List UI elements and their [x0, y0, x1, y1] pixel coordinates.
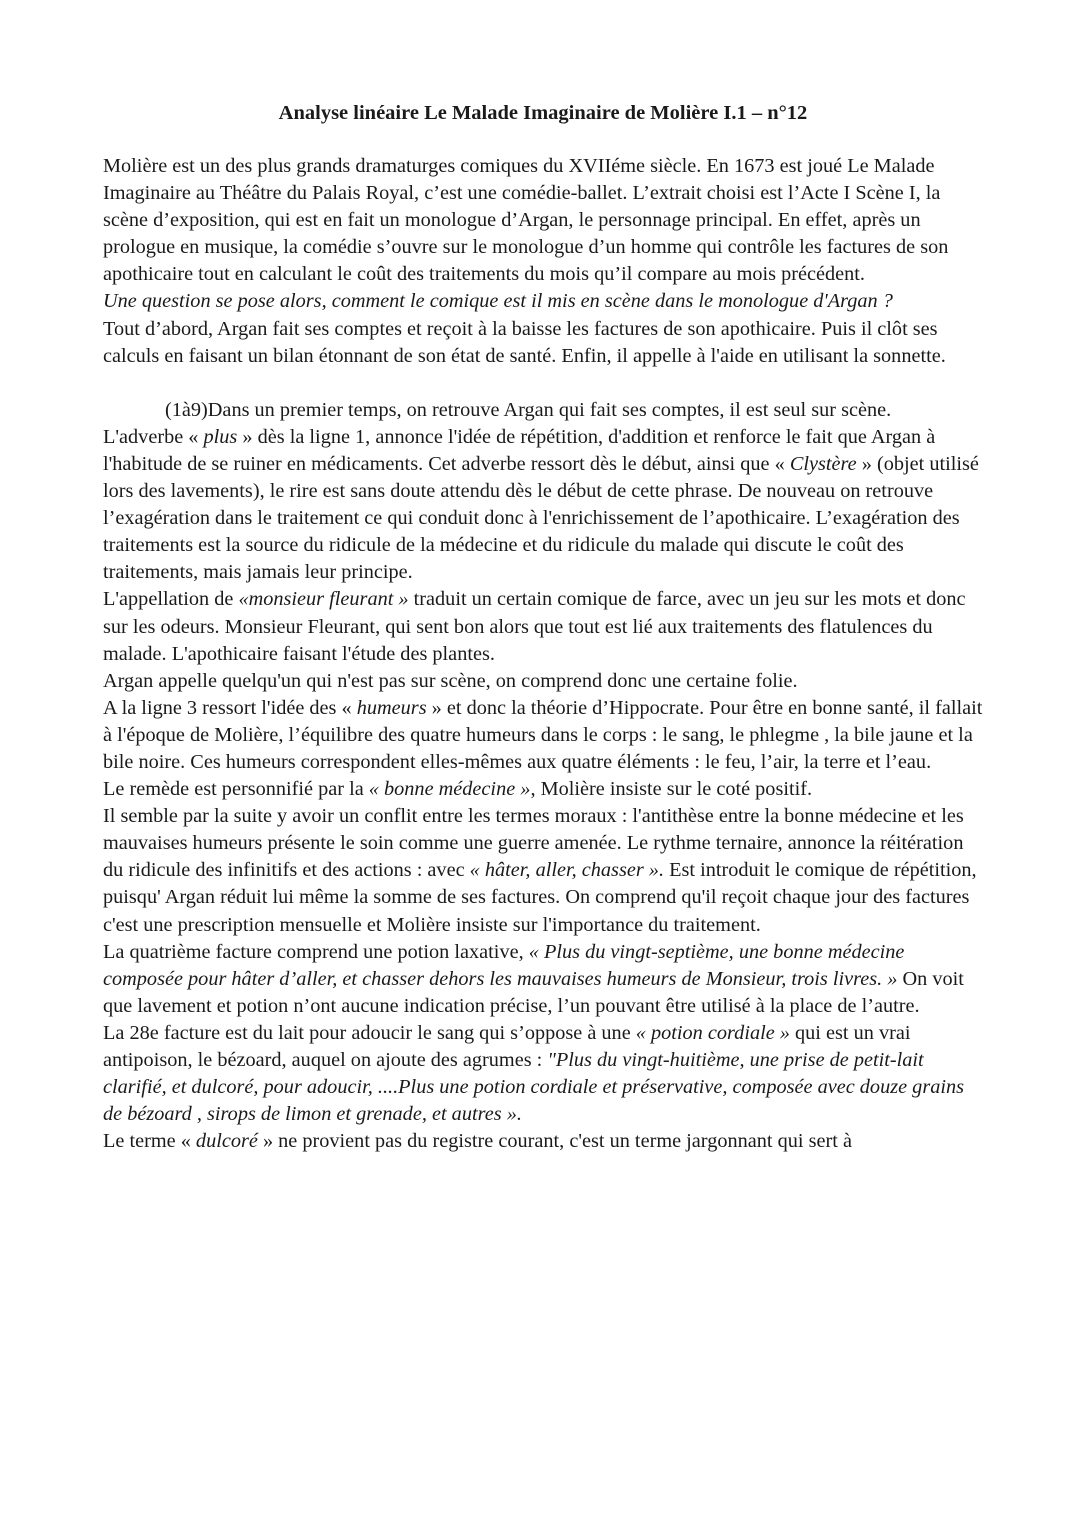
text-run: » dès la ligne 1, annonce l'idée de répétition, d'addition et renforce le fait que Argan à l'habitude de se ruiner en médicaments. Cet adverbe ressort dès le début, ainsi que «	[103, 425, 936, 475]
analysis-section	[103, 397, 983, 1156]
analysis-paragraph-dulcore	[103, 1128, 983, 1155]
text-run: » ne provient pas du registre courant, c'est un terme jargonnant qui sert à	[257, 1130, 852, 1153]
analysis-paragraph-28e-facture	[103, 1020, 983, 1128]
analysis-paragraph-fleurant	[103, 586, 983, 667]
intro-plan: Tout d’abord, Argan fait ses comptes et reçoit à la baisse les factures de son apothicaire. Puis il clôt ses calculs en faisant un bilan étonnant de son état de santé. Enfin, il appelle à l'aide en utilisant la sonnette.	[103, 317, 946, 367]
analysis-paragraph-folie: Argan appelle quelqu'un qui n'est pas sur scène, on comprend donc une certaine folie.	[103, 669, 798, 692]
introduction-section	[103, 153, 983, 370]
text-run: On voit que lavement et potion n’ont aucune indication précise, l’un pouvant être utilisé à la place de l’autre.	[103, 967, 964, 1017]
intro-paragraph-context: Molière est un des plus grands dramaturges comiques du XVIIéme siècle. En 1673 est joué Le Malade Imaginaire au Théâtre du Palais Royal, c’est une comédie-ballet. L’extrait choisi est l’Acte I Scène I, la scène d’exposition, qui est en fait un monologue d’Argan, le personnage principal. En effet, après un prologue en musique, la comédie s’ouvre sur le monologue d’un homme qui contrôle les factures de son apothicaire tout en calculant le coût des traitements du mois qu’il compare au mois précédent.	[103, 155, 949, 286]
document-page	[103, 100, 983, 1155]
analysis-paragraph-remede	[103, 776, 983, 803]
text-run: L'appellation de	[103, 588, 239, 611]
quote-run: « potion cordiale »	[635, 1021, 790, 1044]
quote-run: "Plus du vingt-huitième, une prise de petit-lait clarifié, et dulcoré, pour adoucir, ....Plus une potion cordiale et préservative, composée avec douze grains de bézoard , sirops de limon et grenade, et autres ».	[103, 1049, 965, 1126]
quote-run: humeurs	[356, 696, 427, 719]
analysis-paragraph-quatrieme-facture	[103, 939, 983, 1020]
text-run: Il semble par la suite y avoir un conflit entre les termes moraux : l'antithèse entre la bonne médecine et les mauvaises humeurs présente le soin comme une guerre amenée. Le rythme ternaire, annonce la réitération du ridicule des infinitifs et des actions : avec	[103, 805, 964, 882]
text-run: Est introduit le comique de répétition, puisqu' Argan réduit lui même la somme de ses factures. On comprend qu'il reçoit chaque jour des factures c'est une prescription mensuelle et Molière insiste sur l'importance du traitement.	[103, 859, 977, 936]
text-run: L'adverbe «	[103, 425, 204, 448]
quote-run: « hâter, aller, chasser ».	[469, 859, 665, 882]
analysis-paragraph-opening: (1à9)Dans un premier temps, on retrouve Argan qui fait ses comptes, il est seul sur scène.	[165, 398, 892, 421]
text-run: qui est un vrai antipoison, le bézoard, auquel on ajoute des agrumes :	[103, 1021, 911, 1071]
analysis-paragraph-adverbe	[103, 424, 983, 587]
analysis-paragraph-conflit	[103, 803, 983, 938]
document-title: Analyse linéaire Le Malade Imaginaire de Molière I.1 – n°12	[278, 102, 808, 124]
text-run: Le remède est personnifié par la	[103, 778, 369, 801]
text-run: La 28e facture est du lait pour adoucir le sang qui s’oppose à une	[103, 1021, 636, 1044]
quote-run: Clystère	[789, 452, 857, 475]
text-run: » (objet utilisé lors des lavements), le rire est sans doute attendu dès le début de cette phrase. De nouveau on retrouve l’exagération dans le traitement ce qui conduit donc à l'enrichissement de l’apothicaire. L’exagération des traitements est la source du ridicule de la médecine et du ridicule du malade qui discute le coût des traitements, mais jamais leur principe.	[103, 452, 979, 584]
analysis-paragraph-humeurs	[103, 695, 983, 776]
quote-run: dulcoré	[195, 1130, 258, 1153]
quote-run: plus	[203, 425, 238, 448]
intro-problematique: Une question se pose alors, comment le comique est il mis en scène dans le monologue d'Argan ?	[103, 290, 893, 313]
text-run: Le terme «	[103, 1130, 196, 1153]
quote-run: « Plus du vingt-septième, une bonne médecine composée pour hâter d’aller, et chasser dehors les mauvaises humeurs de Monsieur, trois livres. »	[103, 940, 905, 990]
text-run: A la ligne 3 ressort l'idée des «	[103, 696, 357, 719]
text-run: , Molière insiste sur le coté positif.	[530, 778, 813, 801]
section-gap	[103, 370, 983, 397]
text-run: traduit un certain comique de farce, avec un jeu sur les mots et donc sur les odeurs. Monsieur Fleurant, qui sent bon alors que tout est lié aux traitements des flatulences du malade. L'apothicaire faisant l'étude des plantes.	[103, 588, 966, 665]
quote-run: «monsieur fleurant »	[238, 588, 409, 611]
quote-run: « bonne médecine »	[368, 778, 531, 801]
text-run: La quatrième facture comprend une potion laxative,	[103, 940, 529, 963]
text-run: » et donc la théorie d’Hippocrate. Pour être en bonne santé, il fallait à l'époque de Molière, l’équilibre des quatre humeurs dans le corps : le sang, le phlegme , la bile jaune et la bile noire. Ces humeurs correspondent elles-mêmes aux quatre éléments : le feu, l’air, la terre et l’eau.	[103, 696, 983, 773]
